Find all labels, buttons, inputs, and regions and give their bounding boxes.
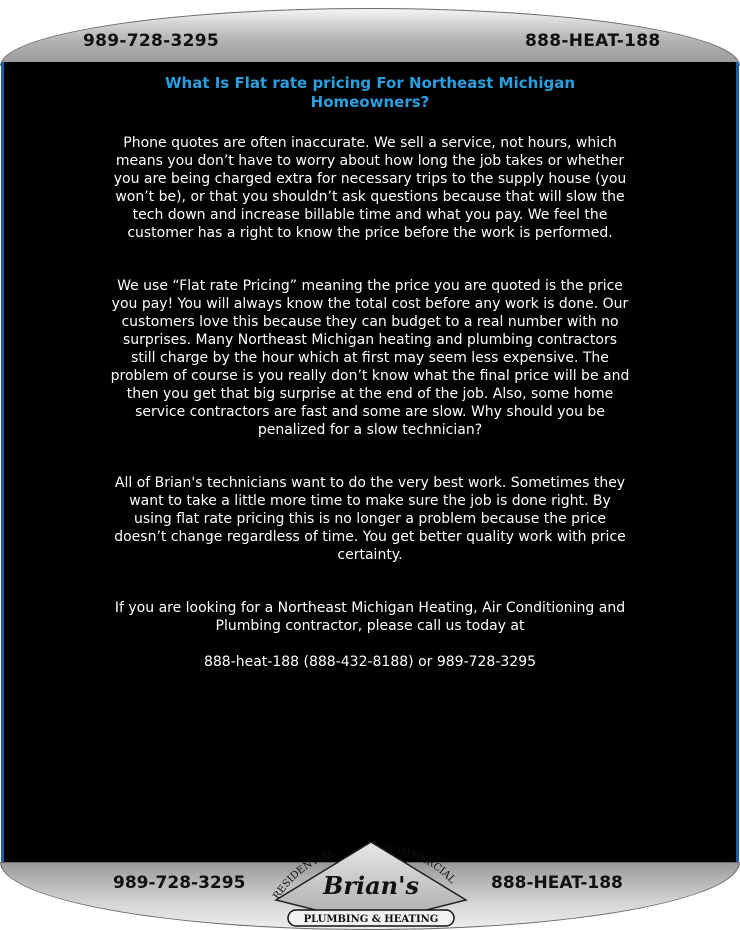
contact-numbers[interactable]: 888-heat-188 (888-432-8188) or 989-728-3295 [203,654,537,670]
header-bar [0,8,740,66]
logo-residential: RESIDENTIAL [271,848,337,902]
logo-name: Brian's [323,871,419,900]
header-phone-right[interactable]: 888-HEAT-188 [525,31,661,51]
header-phone-left[interactable]: 989-728-3295 [83,31,219,51]
paragraph-call-us: If you are looking for a Northeast Michigan Heating, Air Conditioning and Plumbing contractor, please call us today at [114,600,626,634]
page-title: What Is Flat rate pricing For Northeast Michigan Homeowners? [164,74,575,111]
logo-commercial: COMMERCIAL [383,843,458,886]
paragraph-technicians: All of Brian's technicians want to do the very best work. Sometimes they want to take a little more time to make sure the job is done right. By using flat rate pricing this is no longer a problem because the price doesn’t change regardless of time. You get better quality work with price certainty. [114,475,626,563]
logo-tagline: PLUMBING & HEATING [303,914,439,925]
footer-phone-left[interactable]: 989-728-3295 [113,873,246,893]
paragraph-flat-rate: We use “Flat rate Pricing” meaning the price you are quoted is the price you pay! You will always know the total cost before any work is done. Our customers love this because they can budget to a real number with no surprises. Many Northeast Michigan heating and plumbing contractors still charge by the hour which at first may seem less expensive. The problem of course is you really don’t know what the final price will be and then you get that big surprise at the end of the job. Also, some home service contractors are fast and some are slow. Why should you be penalized for a slow technician? [110,278,630,438]
footer-phone-right[interactable]: 888-HEAT-188 [491,873,623,893]
paragraph-phone-quotes: Phone quotes are often inaccurate. We sell a service, not hours, which means you don’t have to worry about how long the job takes or whether you are being charged extra for necessary trips to the supply house (you won’t be), or that you shouldn’t ask questions because that will slow the tech down and increase billable time and what you pay. We feel the customer has a right to know the price before the work is performed. [113,135,627,241]
brians-logo[interactable] [266,838,476,930]
article [110,74,630,706]
